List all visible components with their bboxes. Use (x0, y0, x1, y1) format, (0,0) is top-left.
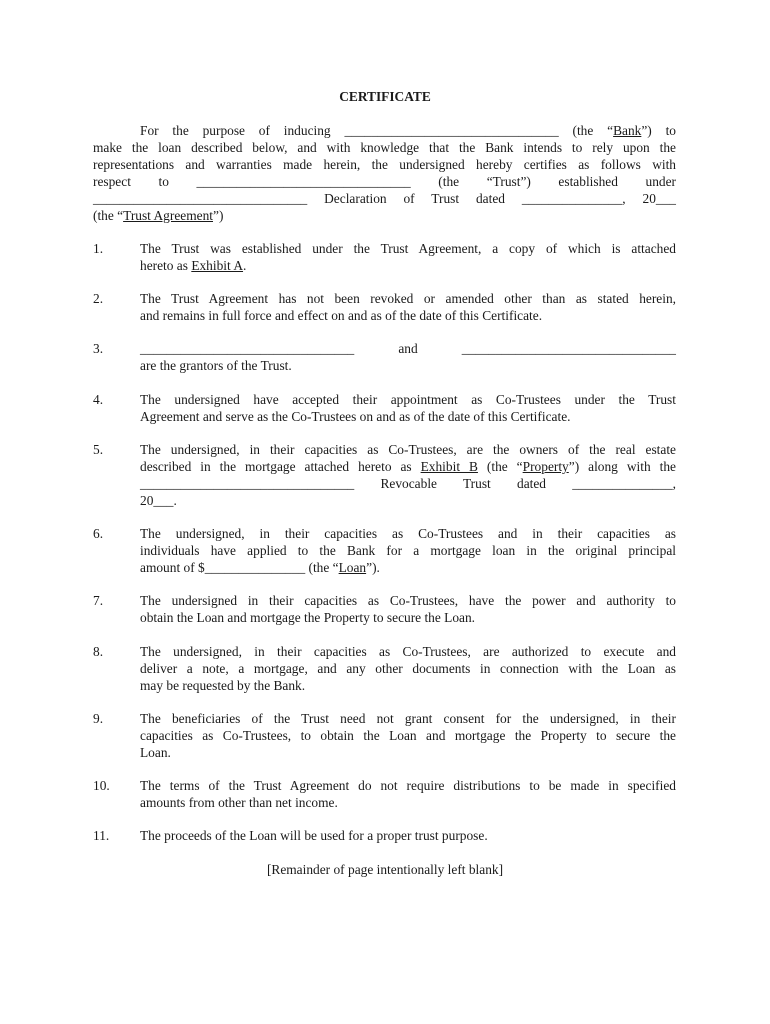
list-item (93, 240, 676, 274)
exhibit-b-reference: Exhibit B (420, 459, 478, 474)
item-line: The undersigned in their capacities as Co-Trustees, have the power and authority to (140, 593, 676, 608)
item-line: The beneficiaries of the Trust need not grant consent for the undersigned, in their (140, 711, 676, 726)
document-title: CERTIFICATE (339, 89, 431, 104)
item-line (140, 458, 676, 475)
item-text-span: described in the mortgage attached hereto as (140, 459, 421, 474)
intro-line-1 (93, 122, 676, 139)
remainder-notice: [Remainder of page intentionally left blank] (266, 862, 504, 877)
intro-text: ”) (213, 208, 224, 223)
item-text (140, 827, 676, 844)
item-number: 9. (93, 711, 104, 726)
item-line: The Trust Agreement has not been revoked or amended other than as stated herein, (140, 291, 676, 306)
item-line: may be requested by the Bank. (140, 678, 306, 693)
item-line: Loan. (140, 745, 171, 760)
item-number: 8. (93, 644, 104, 659)
item-text-span: ”). (366, 560, 380, 575)
item-line: individuals have applied to the Bank for a mortgage loan in the original principal (140, 543, 676, 558)
intro-paragraph (93, 122, 676, 224)
item-number: 7. (93, 593, 104, 608)
item-text-span: . (243, 258, 247, 273)
item-line: The Trust was established under the Trust Agreement, a copy of which is attached (140, 241, 676, 256)
item-line: Agreement and serve as the Co-Trustees on and as of the date of this Certificate. (140, 409, 571, 424)
item-line: and remains in full force and effect on and as of the date of this Certificate. (140, 308, 543, 323)
intro-text: (the “ (93, 208, 124, 223)
defined-term-trust-agreement: Trust Agreement (123, 208, 213, 223)
item-text (140, 290, 676, 324)
intro-line-4: respect to ________________________________ (the “Trust”) established under (93, 174, 676, 189)
item-text-span: amount of $_______________ (the “ (140, 560, 339, 575)
item-line: The undersigned, in their capacities as Co-Trustees and in their capacities as (140, 526, 676, 541)
intro-line-6 (93, 207, 676, 224)
item-text (140, 777, 676, 811)
item-line (140, 257, 676, 274)
item-text (140, 391, 676, 425)
intro-line-3: representations and warranties made herein, the undersigned hereby certifies as follows with (93, 157, 676, 172)
item-number: 10. (93, 778, 110, 793)
item-text (140, 710, 676, 761)
item-text (140, 340, 676, 374)
list-item (93, 710, 676, 761)
item-line: The proceeds of the Loan will be used for a proper trust purpose. (140, 828, 488, 843)
item-number: 5. (93, 442, 104, 457)
defined-term-loan: Loan (338, 560, 367, 575)
item-number: 2. (93, 291, 104, 306)
item-line: capacities as Co-Trustees, to obtain the Loan and mortgage the Property to secure the (140, 728, 676, 743)
defined-term-bank: Bank (613, 123, 642, 138)
item-line: ________________________________ and ________________________________ (140, 341, 676, 356)
item-line (140, 559, 676, 576)
intro-line-5: ________________________________ Declaration of Trust dated _______________, 20___ (93, 191, 676, 206)
item-line: obtain the Loan and mortgage the Property to secure the Loan. (140, 610, 476, 625)
item-text (140, 592, 676, 626)
defined-term-property: Property (522, 459, 569, 474)
item-text (140, 441, 676, 509)
list-item (93, 777, 676, 811)
item-text-span: ”) along with the (568, 459, 676, 474)
item-text-span: hereto as (140, 258, 192, 273)
list-item (93, 391, 676, 425)
list-item (93, 827, 676, 844)
item-line: ________________________________ Revocable Trust dated _______________, (140, 476, 676, 491)
item-number: 11. (93, 828, 110, 843)
list-item (93, 643, 676, 694)
exhibit-a-reference: Exhibit A (191, 258, 244, 273)
item-text (140, 643, 676, 694)
item-line: The undersigned, in their capacities as Co-Trustees, are the owners of the real estate (140, 442, 676, 457)
list-item (93, 441, 676, 509)
item-line: The undersigned have accepted their appointment as Co-Trustees under the Trust (140, 392, 676, 407)
intro-text: ”) to (641, 123, 676, 138)
item-number: 4. (93, 392, 104, 407)
item-text (140, 240, 676, 274)
item-line: The terms of the Trust Agreement do not require distributions to be made in specified (140, 778, 676, 793)
list-item (93, 525, 676, 576)
list-item (93, 592, 676, 626)
item-line: 20___. (140, 493, 177, 508)
list-item (93, 290, 676, 324)
list-item (93, 340, 676, 374)
intro-text: For the purpose of inducing ________________________________ (the “ (140, 123, 614, 138)
intro-line-2: make the loan described below, and with knowledge that the Bank intends to rely upon the (93, 140, 676, 155)
item-text (140, 525, 676, 576)
item-number: 3. (93, 341, 104, 356)
item-text-span: (the “ (477, 459, 523, 474)
item-line: are the grantors of the Trust. (140, 358, 292, 373)
item-number: 6. (93, 526, 104, 541)
item-line: deliver a note, a mortgage, and any other documents in connection with the Loan as (140, 661, 676, 676)
item-number: 1. (93, 241, 104, 256)
item-line: The undersigned, in their capacities as Co-Trustees, are authorized to execute and (140, 644, 676, 659)
item-line: amounts from other than net income. (140, 795, 338, 810)
